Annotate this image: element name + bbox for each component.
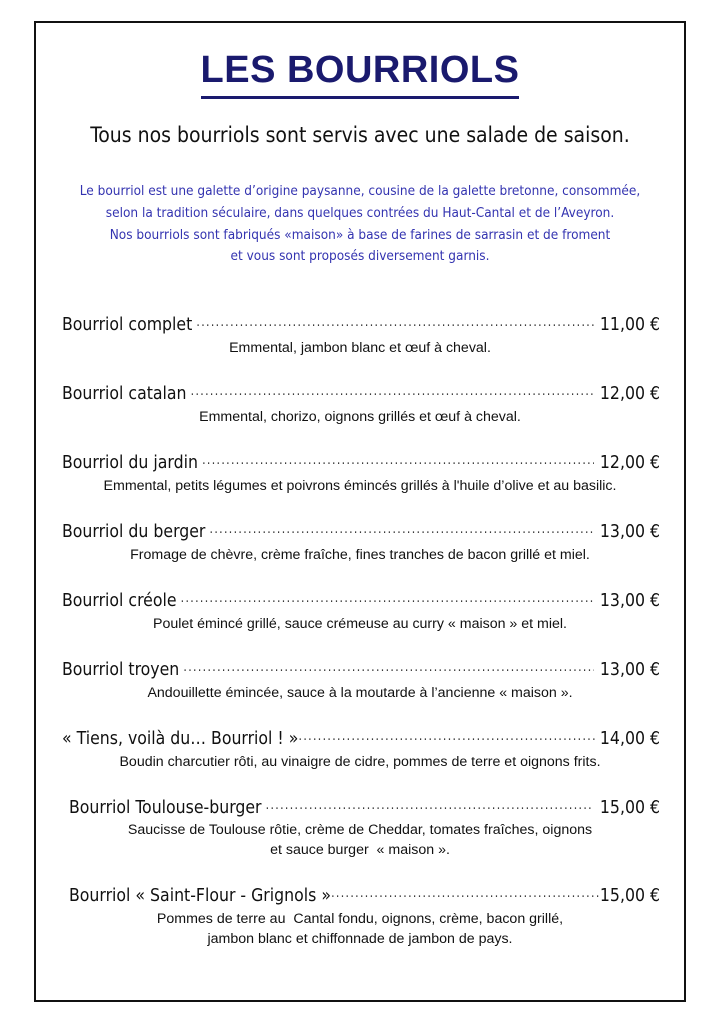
- menu-item-description-line: Pommes de terre au Cantal fondu, oignons, crème, bacon grillé,: [156, 911, 564, 928]
- dot-leader: [202, 450, 594, 468]
- menu-item-name: Bourriol troyen: [62, 659, 180, 680]
- menu-item-name: Bourriol « Saint-Flour - Grignols »: [69, 886, 331, 907]
- menu-item-description-line: et sauce burger « maison ».: [270, 842, 450, 859]
- menu-item-name: Bourriol du berger: [62, 521, 206, 542]
- menu-item-description-line: jambon blanc et chiffonnade de jambon de pays.: [207, 930, 513, 947]
- menu-item-description: [60, 753, 660, 773]
- page-title: [60, 49, 660, 99]
- menu-item[interactable]: [60, 312, 660, 358]
- menu-item-row: [60, 519, 660, 543]
- menu-item-description: [60, 821, 660, 860]
- menu-item-price: 15,00 €: [599, 797, 660, 818]
- menu-item-price: 11,00 €: [599, 314, 660, 335]
- menu-item-name: Bourriol du jardin: [62, 452, 198, 473]
- menu-item[interactable]: [60, 884, 660, 950]
- dot-leader: [209, 519, 594, 537]
- menu-item-description-line: Emmental, jambon blanc et œuf à cheval.: [229, 339, 491, 356]
- menu-item-list: [60, 312, 660, 949]
- intro-line-3: Nos bourriols sont fabriqués «maison» à base de farines de sarrasin et de froment: [109, 226, 611, 243]
- menu-subtitle: Tous nos bourriols sont servis avec une salade de saison.: [90, 122, 630, 147]
- menu-page-frame: [34, 21, 686, 1002]
- menu-item-description: [60, 477, 660, 497]
- menu-item-name: Bourriol catalan: [62, 383, 187, 404]
- menu-intro-paragraph: [60, 181, 660, 268]
- menu-item[interactable]: [60, 795, 660, 861]
- menu-item-price: 13,00 €: [599, 590, 660, 611]
- menu-item-description: [60, 615, 660, 635]
- menu-item-description-line: Boudin charcutier rôti, au vinaigre de cidre, pommes de terre et oignons frits.: [119, 753, 601, 770]
- menu-item-row: [60, 450, 660, 474]
- page-title-text: LES BOURRIOLS: [201, 49, 520, 99]
- dot-leader: [331, 884, 600, 902]
- menu-item-price: 13,00 €: [599, 659, 660, 680]
- menu-item-description: [60, 910, 660, 949]
- menu-item[interactable]: [60, 657, 660, 703]
- menu-item-description: [60, 339, 660, 359]
- menu-item-price: 12,00 €: [599, 383, 660, 404]
- menu-item-description: [60, 546, 660, 566]
- menu-item-description: [60, 684, 660, 704]
- menu-item-price: 12,00 €: [599, 452, 660, 473]
- menu-item-price: 14,00 €: [599, 728, 660, 749]
- dot-leader: [191, 381, 594, 399]
- menu-item-price: 15,00 €: [599, 886, 660, 907]
- menu-item-row: [60, 795, 660, 819]
- intro-line-1: Le bourriol est une galette d’origine paysanne, cousine de la galette bretonne, consommée,: [79, 182, 641, 199]
- dot-leader: [181, 588, 594, 606]
- menu-item[interactable]: [60, 450, 660, 496]
- dot-leader: [298, 726, 596, 744]
- menu-item-description-line: Saucisse de Toulouse rôtie, crème de Cheddar, tomates fraîches, oignons: [127, 822, 593, 839]
- menu-item-price: 13,00 €: [599, 521, 660, 542]
- menu-item[interactable]: [60, 726, 660, 772]
- menu-item-row: [60, 657, 660, 681]
- menu-item[interactable]: [60, 519, 660, 565]
- menu-item[interactable]: [60, 588, 660, 634]
- menu-item-description: [60, 408, 660, 428]
- menu-item[interactable]: [60, 381, 660, 427]
- dot-leader: [266, 795, 594, 813]
- menu-item-description-line: Emmental, chorizo, oignons grillés et œuf à cheval.: [199, 408, 521, 425]
- menu-item-name: « Tiens, voilà du… Bourriol ! »: [62, 728, 299, 749]
- intro-line-2: selon la tradition séculaire, dans quelques contrées du Haut-Cantal et de l’Aveyron.: [105, 204, 615, 221]
- menu-item-row: [60, 381, 660, 405]
- menu-item-description-line: Emmental, petits légumes et poivrons émincés grillés à l'huile d’olive et au basilic.: [103, 477, 617, 494]
- menu-item-name: Bourriol créole: [62, 590, 177, 611]
- menu-item-row: [60, 726, 660, 750]
- menu-item-row: [60, 884, 660, 908]
- menu-item-description-line: Poulet émincé grillé, sauce crémeuse au curry « maison » et miel.: [153, 615, 567, 632]
- menu-item-row: [60, 312, 660, 336]
- menu-item-description-line: Andouillette émincée, sauce à la moutarde à l’ancienne « maison ».: [147, 684, 573, 701]
- menu-content: [36, 49, 684, 1002]
- intro-line-4: et vous sont proposés diversement garnis.: [230, 248, 490, 265]
- menu-item-description-line: Fromage de chèvre, crème fraîche, fines tranches de bacon grillé et miel.: [130, 546, 590, 563]
- menu-item-name: Bourriol Toulouse-burger: [69, 797, 262, 818]
- menu-item-row: [60, 588, 660, 612]
- dot-leader: [196, 312, 594, 330]
- dot-leader: [183, 657, 594, 675]
- menu-item-name: Bourriol complet: [62, 314, 193, 335]
